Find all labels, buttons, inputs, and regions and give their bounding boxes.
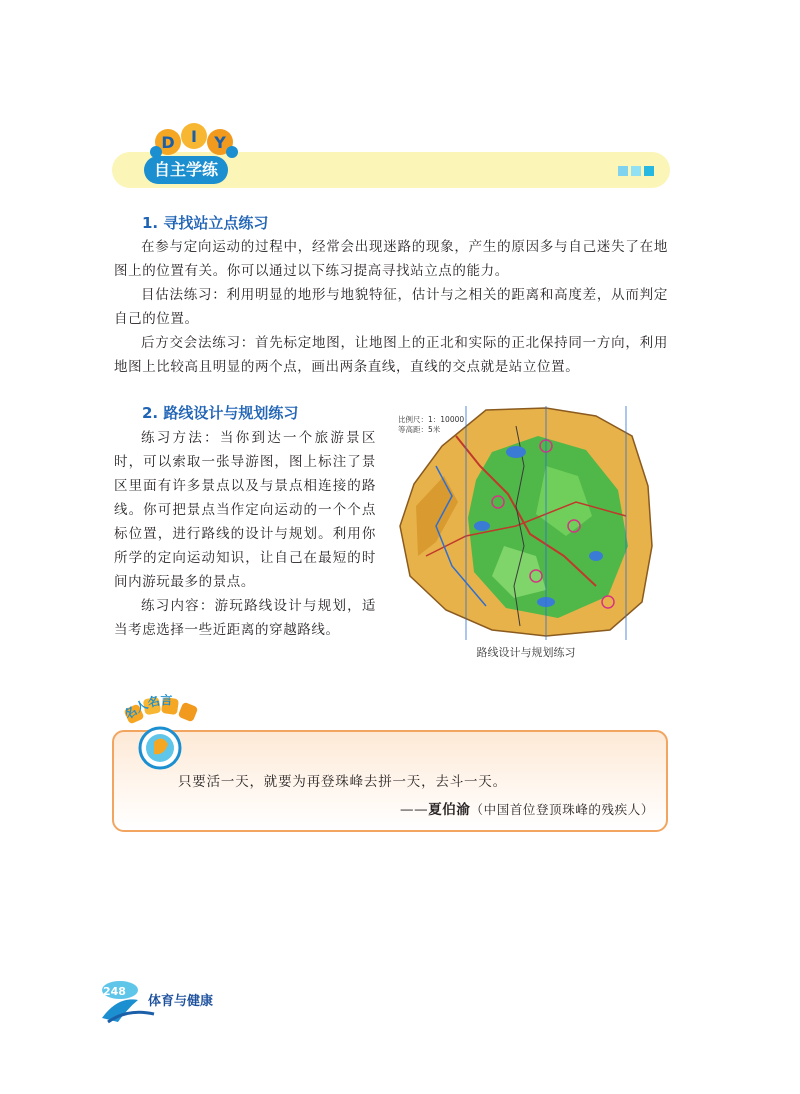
map-scale-label: 比例尺：1：10000 — [398, 415, 465, 424]
section2-paragraph: 练习内容：游玩路线设计与规划，适当考虑选择一些近距离的穿越路线。 — [114, 598, 376, 638]
famous-quote-badge-icon — [116, 694, 206, 776]
section-header-title: 自主学练 — [144, 156, 228, 184]
diy-letter-i: I — [191, 127, 197, 146]
quote-dash: —— — [400, 802, 429, 818]
diy-letter-y: Y — [214, 133, 226, 152]
quote-attribution — [400, 798, 654, 818]
quote-text: 只要活一天，就要为再登珠峰去拼一天，去斗一天。 — [178, 774, 507, 790]
orienteering-map-image — [396, 406, 656, 640]
banner-square — [644, 166, 654, 176]
section2-paragraph: 练习方法：当你到达一个旅游景区时，可以索取一张导游图，图上标注了景区里面有许多景点以及与景点相连接的路线。你可把景点当作定向运动的一个个点标位置，进行路线的设计与规划。利用你所学的定向运动知识，让自己在最短的时间内游玩最多的景点。 — [114, 430, 376, 590]
quote-author-note: （中国首位登顶珠峰的残疾人） — [470, 802, 654, 817]
section1-body — [114, 235, 668, 379]
book-title: 体育与健康 — [148, 994, 214, 1009]
section1-paragraph: 后方交会法练习：首先标定地图，让地图上的正北和实际的正北保持同一方向，利用地图上比较高且明显的两个点，画出两条直线，直线的交点就是站立位置。 — [114, 335, 668, 375]
section2-title: 2. 路线设计与规划练习 — [142, 404, 299, 422]
map-caption: 路线设计与规划练习 — [476, 646, 576, 659]
quote-author-name: 夏伯渝 — [428, 802, 471, 818]
banner-square — [618, 166, 628, 176]
section1-paragraph: 在参与定向运动的过程中，经常会出现迷路的现象，产生的原因多与自己迷失了在地图上的位置有关。你可以通过以下练习提高寻找站立点的能力。 — [114, 239, 668, 279]
section1-paragraph: 目估法练习：利用明显的地形与地貌特征，估计与之相关的距离和高度差，从而判定自己的位置。 — [114, 287, 668, 327]
quote-badge-text: 名人名言 — [121, 694, 173, 723]
banner-square — [631, 166, 641, 176]
map-contour-label: 等高距：5米 — [398, 425, 441, 434]
section2-body — [114, 426, 376, 642]
section1-title: 1. 寻找站立点练习 — [142, 214, 269, 232]
page-number: 248 — [103, 985, 126, 998]
diy-letter-d: D — [161, 133, 175, 152]
